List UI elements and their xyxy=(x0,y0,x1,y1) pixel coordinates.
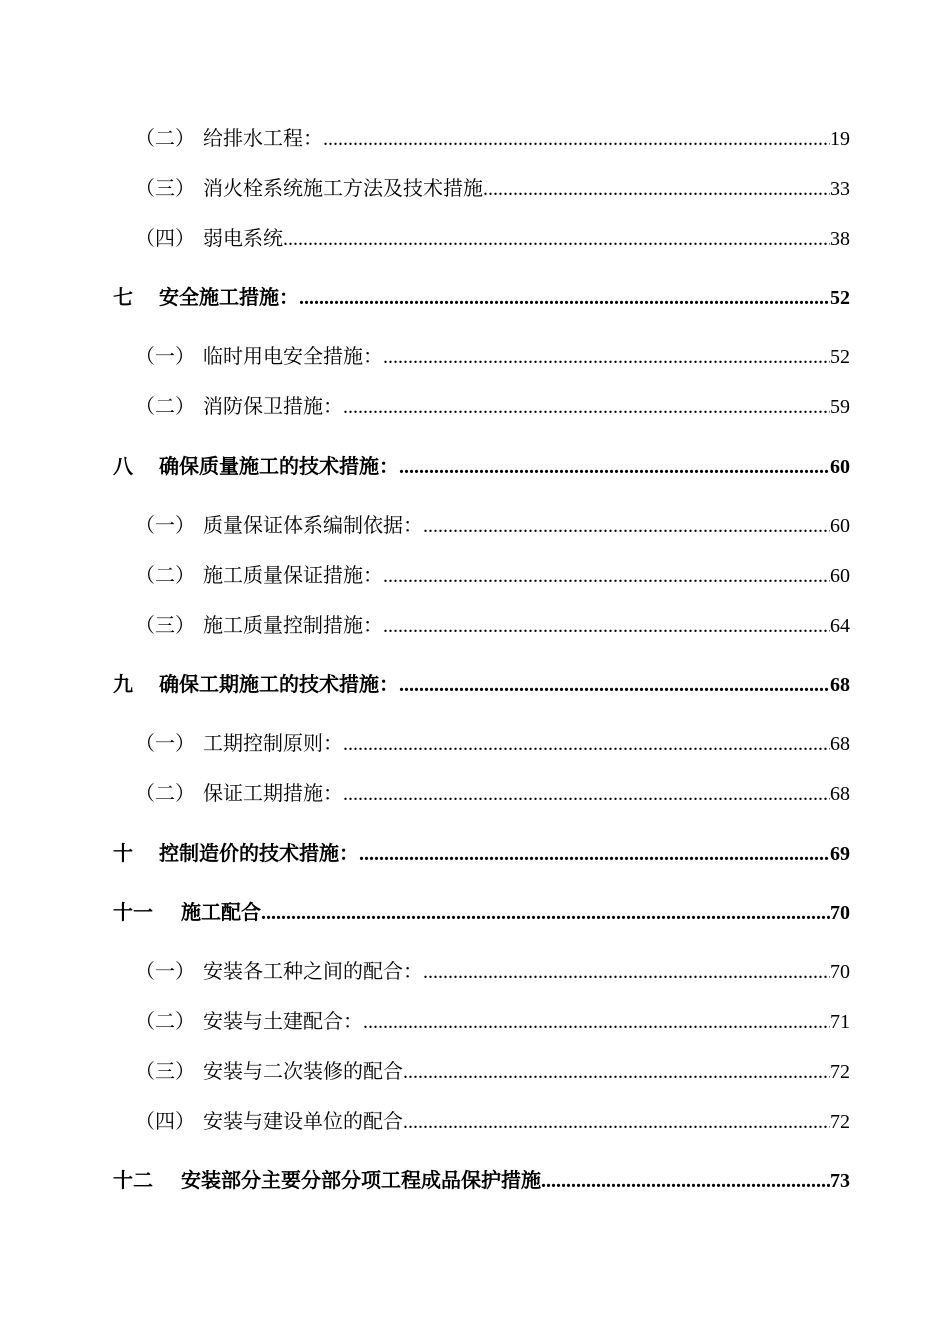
toc-entry-number: （二） xyxy=(135,394,195,418)
toc-chapter-entry[interactable] xyxy=(113,840,850,867)
toc-entry-number: （一） xyxy=(135,959,195,983)
toc-chapter-page: 52 xyxy=(830,287,850,309)
toc-chapter-number: 八 xyxy=(113,454,133,478)
toc-entry-title: 安装与二次装修的配合 xyxy=(203,1059,403,1083)
toc-chapter-entry[interactable] xyxy=(113,453,850,480)
toc-chapter-entry[interactable] xyxy=(113,899,850,926)
toc-entry-page: 68 xyxy=(830,733,850,755)
toc-entry-number: （三） xyxy=(135,176,195,200)
toc-entry[interactable] xyxy=(135,343,850,370)
toc-entry-number: （三） xyxy=(135,1059,195,1083)
toc-dot-leader xyxy=(423,958,830,985)
toc-entry[interactable] xyxy=(135,562,850,589)
toc-chapter-number: 九 xyxy=(113,672,133,696)
toc-chapter-page: 68 xyxy=(830,674,850,696)
toc-entry-number: （二） xyxy=(135,563,195,587)
toc-chapter-page: 70 xyxy=(830,902,850,924)
toc-chapter-title: 安装部分主要分部分项工程成品保护措施 xyxy=(181,1168,541,1192)
toc-entry[interactable] xyxy=(135,730,850,757)
toc-dot-leader xyxy=(343,730,830,757)
toc-dot-leader xyxy=(483,175,830,202)
toc-dot-leader xyxy=(423,512,830,539)
toc-entry-page: 60 xyxy=(830,565,850,587)
toc-entry-number: （四） xyxy=(135,226,195,250)
toc-entry-number: （一） xyxy=(135,513,195,537)
toc-entry-number: （四） xyxy=(135,1109,195,1133)
toc-entry-title: 保证工期措施： xyxy=(203,781,343,805)
toc-dot-leader xyxy=(383,562,830,589)
toc-entry-title: 给排水工程： xyxy=(203,126,323,150)
toc-entry[interactable] xyxy=(135,125,850,152)
toc-entry-number: （二） xyxy=(135,126,195,150)
toc-entry-title: 施工质量保证措施： xyxy=(203,563,383,587)
toc-chapter-number: 十一 xyxy=(113,900,153,924)
toc-entry[interactable] xyxy=(135,175,850,202)
toc-chapter-title: 施工配合 xyxy=(181,900,261,924)
toc-entry-title: 质量保证体系编制依据： xyxy=(203,513,423,537)
toc-entry-title: 安装各工种之间的配合： xyxy=(203,959,423,983)
toc-chapter-number: 十二 xyxy=(113,1168,153,1192)
toc-chapter-number: 十 xyxy=(113,841,133,865)
toc-entry-page: 64 xyxy=(830,615,850,637)
toc-chapter-page: 60 xyxy=(830,456,850,478)
toc-chapter-entry[interactable] xyxy=(113,1167,850,1194)
toc-entry-page: 59 xyxy=(830,396,850,418)
toc-entry-title: 施工质量控制措施： xyxy=(203,613,383,637)
toc-entry-page: 71 xyxy=(830,1011,850,1033)
toc-entry[interactable] xyxy=(135,512,850,539)
toc-entry-page: 68 xyxy=(830,783,850,805)
toc-chapter-title: 安全施工措施： xyxy=(159,285,299,309)
toc-entry-page: 72 xyxy=(830,1061,850,1083)
toc-dot-leader xyxy=(359,840,830,867)
toc-chapter-title: 确保工期施工的技术措施： xyxy=(159,672,399,696)
toc-entry[interactable] xyxy=(135,393,850,420)
toc-chapter-page: 73 xyxy=(830,1170,850,1192)
toc-dot-leader xyxy=(343,393,830,420)
toc-dot-leader xyxy=(383,343,830,370)
toc-entry[interactable] xyxy=(135,1058,850,1085)
toc-entry-number: （二） xyxy=(135,781,195,805)
toc-chapter-title: 确保质量施工的技术措施： xyxy=(159,454,399,478)
toc-entry-page: 60 xyxy=(830,515,850,537)
toc-entry-number: （二） xyxy=(135,1009,195,1033)
toc-entry-title: 安装与土建配合： xyxy=(203,1009,363,1033)
toc-entry-title: 弱电系统 xyxy=(203,226,283,250)
toc-entry[interactable] xyxy=(135,225,850,252)
toc-entry-page: 38 xyxy=(830,228,850,250)
toc-entry-number: （一） xyxy=(135,731,195,755)
toc-dot-leader xyxy=(363,1008,830,1035)
toc-chapter-page: 69 xyxy=(830,843,850,865)
toc-entry[interactable] xyxy=(135,780,850,807)
toc-dot-leader xyxy=(383,612,830,639)
toc-entry[interactable] xyxy=(135,1008,850,1035)
toc-entry-page: 52 xyxy=(830,346,850,368)
toc-entry-title: 临时用电安全措施： xyxy=(203,344,383,368)
toc-entry-number: （一） xyxy=(135,344,195,368)
toc-chapter-entry[interactable] xyxy=(113,671,850,698)
toc-dot-leader xyxy=(403,1058,830,1085)
toc-chapter-number: 七 xyxy=(113,285,133,309)
toc-dot-leader xyxy=(323,125,830,152)
toc-dot-leader xyxy=(403,1108,830,1135)
toc-dot-leader xyxy=(343,780,830,807)
toc-entry-title: 安装与建设单位的配合 xyxy=(203,1109,403,1133)
toc-entry-number: （三） xyxy=(135,613,195,637)
toc-entry[interactable] xyxy=(135,1108,850,1135)
toc-dot-leader xyxy=(399,453,830,480)
toc-dot-leader xyxy=(541,1167,830,1194)
toc-entry[interactable] xyxy=(135,958,850,985)
toc-dot-leader xyxy=(299,284,830,311)
toc-chapter-title: 控制造价的技术措施： xyxy=(159,841,359,865)
toc-chapter-entry[interactable] xyxy=(113,284,850,311)
toc-dot-leader xyxy=(283,225,830,252)
toc-entry-page: 72 xyxy=(830,1111,850,1133)
toc-entry-page: 33 xyxy=(830,178,850,200)
toc-entry-title: 工期控制原则： xyxy=(203,731,343,755)
toc-dot-leader xyxy=(399,671,830,698)
toc-entry-page: 19 xyxy=(830,128,850,150)
toc-dot-leader xyxy=(261,899,830,926)
toc-entry-title: 消防保卫措施： xyxy=(203,394,343,418)
toc-entry-title: 消火栓系统施工方法及技术措施 xyxy=(203,176,483,200)
toc-entry[interactable] xyxy=(135,612,850,639)
toc-entry-page: 70 xyxy=(830,961,850,983)
